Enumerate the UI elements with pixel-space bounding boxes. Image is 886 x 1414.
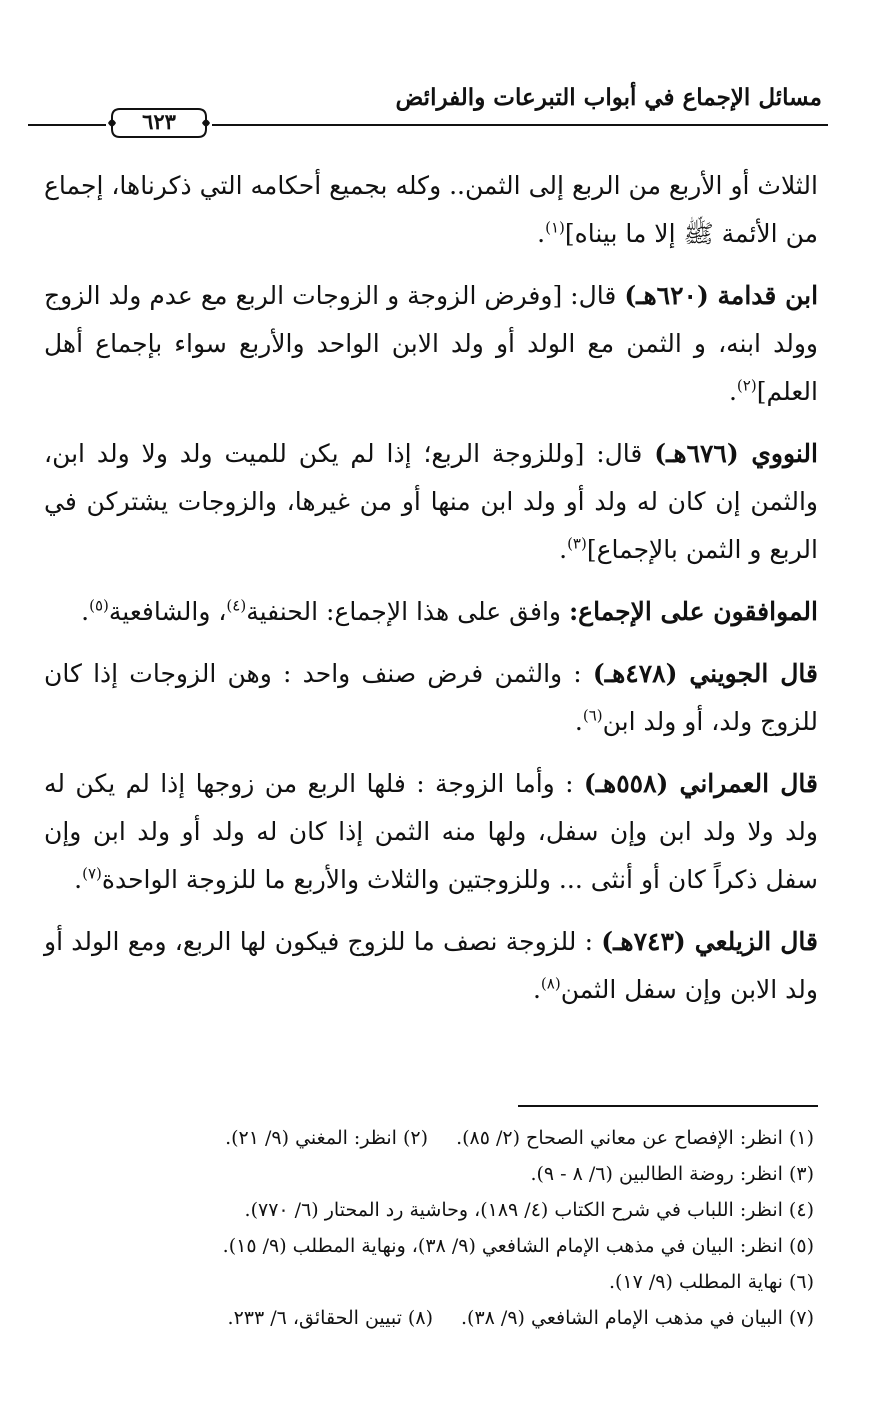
paragraph-lead: قال الجويني (٤٧٨هـ): [592, 659, 818, 688]
page-number-ornament: [106, 106, 212, 140]
paragraph-end: .: [728, 377, 737, 406]
paragraph-lead: النووي (٦٧٦هـ): [654, 439, 818, 468]
running-header: [28, 78, 828, 138]
footnote-ref: (٤): [226, 596, 247, 615]
footnotes: [54, 1120, 814, 1336]
paragraph-text: : وأما الزوجة : فلها الربع من زوجها إذا لم يكن له ولد ولا ولد ابن وإن سفل، ولها منه الثمن إذا كان له ولد أو ولد ابن وإن سفل ذكراً كان أو أنثى ... وللزوجتين والثلاث والأربع ما للزوجة الواحدة: [44, 769, 818, 894]
paragraph: [44, 272, 818, 416]
footnote-line: [54, 1264, 814, 1300]
footnote: (٥) انظر: البيان في مذهب الإمام الشافعي (٩/ ٣٨)، ونهاية المطلب (٩/ ١٥).: [222, 1235, 814, 1257]
paragraph-text: : للزوجة نصف ما للزوج فيكون لها الربع، ومع الولد أو ولد الابن وإن سفل الثمن: [44, 927, 818, 1004]
footnote-ref: (٧): [82, 864, 102, 883]
footnote-line: [54, 1120, 814, 1156]
footnote: (٧) البيان في مذهب الإمام الشافعي (٩/ ٣٨).: [460, 1307, 814, 1329]
footnote-ref: (٢): [736, 376, 757, 395]
paragraph-lead: قال الزيلعي (٧٤٣هـ): [601, 927, 818, 956]
paragraph-end: .: [74, 865, 83, 894]
paragraph-end: .: [574, 707, 583, 736]
footnote-line: [54, 1192, 814, 1228]
paragraph-text-continued: ، والشافعية: [108, 597, 227, 626]
paragraph: [44, 918, 818, 1014]
paragraph-end: .: [81, 597, 90, 626]
paragraph-lead: الموافقون على الإجماع:: [568, 597, 818, 626]
footnote: (٣) انظر: روضة الطالبين (٦/ ٨ - ٩).: [530, 1163, 814, 1185]
footnote-ref: (٦): [582, 706, 603, 725]
footnote: (٨) تبيين الحقائق، ٦/ ٢٣٣.: [227, 1307, 433, 1329]
paragraph: [44, 162, 818, 258]
running-header-title: مسائل الإجماع في أبواب التبرعات والفرائض: [395, 84, 822, 111]
footnote: (٤) انظر: اللباب في شرح الكتاب (٤/ ١٨٩)، وحاشية رد المحتار (٦/ ٧٧٠).: [244, 1199, 814, 1221]
footnote: (١) انظر: الإفصاح عن معاني الصحاح (٢/ ٨٥).: [456, 1127, 814, 1149]
footnote: (٦) نهاية المطلب (٩/ ١٧).: [608, 1271, 814, 1293]
footnote-separator: [518, 1105, 818, 1107]
paragraph: [44, 760, 818, 904]
paragraph: [44, 650, 818, 746]
paragraph-lead: ابن قدامة (٦٢٠هـ): [624, 281, 819, 310]
paragraph-text: وافق على هذا الإجماع: الحنفية: [246, 597, 569, 626]
footnote-line: [54, 1156, 814, 1192]
paragraph-text: قال: [وفرض الزوجة و الزوجات الربع مع عدم ولد الزوج وولد ابنه، و الثمن مع الولد أو ولد الابن الواحد والأربع سواء بإجماع أهل العلم]: [44, 281, 818, 406]
paragraph-end: .: [559, 535, 568, 564]
footnote-ref: (٥): [89, 596, 109, 615]
footnote: (٢) انظر: المغني (٩/ ٢١).: [225, 1127, 429, 1149]
paragraph-end: .: [532, 975, 541, 1004]
paragraph-lead: قال العمراني (٥٥٨هـ): [583, 769, 818, 798]
paragraph: [44, 430, 818, 574]
footnote-ref: (٣): [567, 534, 587, 553]
paragraph-text: : والثمن فرض صنف واحد : وهن الزوجات إذا كان للزوج ولد، أو ولد ابن: [44, 659, 818, 736]
main-text: [44, 162, 818, 1028]
footnote-ref: (١): [545, 218, 565, 237]
page-number: ٦٢٣: [142, 109, 176, 134]
footnote-line: [54, 1228, 814, 1264]
paragraph-end: .: [537, 219, 546, 248]
footnote-ref: (٨): [540, 974, 561, 993]
paragraph-text: الثلاث أو الأربع من الربع إلى الثمن.. وكله بجميع أحكامه التي ذكرناها، إجماع من الأئمة ﷺ إلا ما بيناه]: [44, 171, 818, 248]
paragraph-text: قال: [وللزوجة الربع؛ إذا لم يكن للميت ولد ولا ولد ابن، والثمن إن كان له ولد أو ولد ابن منها أو من غيرها، والزوجات يشتركن في الربع و الثمن بالإجماع]: [44, 439, 818, 564]
paragraph: [44, 588, 818, 636]
footnote-line: [54, 1300, 814, 1336]
